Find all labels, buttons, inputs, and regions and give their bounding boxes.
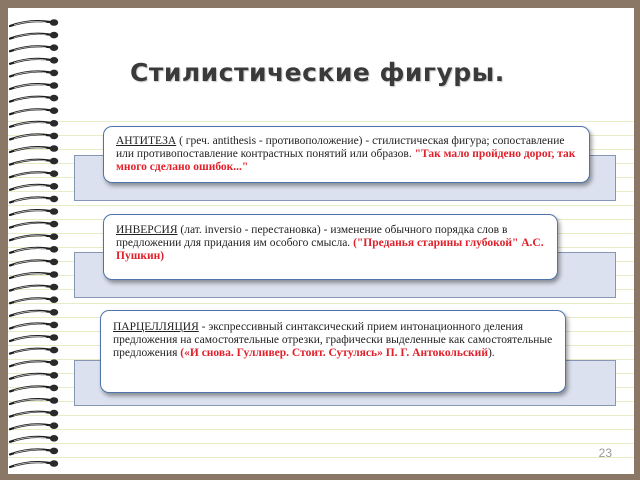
card-definition: ( греч. antithesis - противоположение) - стилистическая фигура; сопоставление или противопоставление контрастных понятий или образов. bbox=[116, 135, 565, 160]
spiral-ring bbox=[10, 259, 58, 266]
card-definition: - экспрессивный синтаксический прием интонационного деления предложения на самостоятельные отрезки, графически выделенные как самостоятельные предложения bbox=[113, 321, 553, 359]
spiral-ring bbox=[10, 44, 58, 51]
spiral-ring bbox=[10, 309, 58, 316]
spiral-ring bbox=[10, 359, 58, 366]
page-number: 23 bbox=[598, 446, 612, 460]
card-example: («И снова. Гулливер. Стоит. Сутулясь» П. Г. Антокольский bbox=[180, 347, 488, 359]
spiral-ring bbox=[10, 133, 58, 140]
spiral-ring bbox=[10, 145, 58, 152]
spiral-ring bbox=[10, 183, 58, 190]
card-definition: (лат. inversio - перестановка) - изменение обычного порядка слов в предложении для придания им особого смысла. bbox=[116, 224, 508, 249]
spiral-ring bbox=[10, 170, 58, 177]
spiral-ring bbox=[10, 372, 58, 379]
slide-title: Стилистические фигуры. bbox=[130, 58, 505, 87]
spiral-ring bbox=[10, 233, 58, 240]
card-term: ИНВЕРСИЯ bbox=[116, 224, 178, 236]
spiral-ring bbox=[10, 397, 58, 404]
spiral-ring bbox=[10, 460, 58, 467]
spiral-ring bbox=[10, 296, 58, 303]
spiral-ring bbox=[10, 410, 58, 417]
card-tail: ). bbox=[487, 347, 495, 359]
spiral-ring bbox=[10, 19, 58, 26]
spiral-ring bbox=[10, 448, 58, 455]
spiral-ring bbox=[10, 322, 58, 329]
card-term: ПАРЦЕЛЛЯЦИЯ bbox=[113, 321, 199, 333]
spiral-ring bbox=[10, 57, 58, 64]
spiral-ring bbox=[10, 70, 58, 77]
spiral-binding bbox=[6, 14, 62, 470]
spiral-ring bbox=[10, 120, 58, 127]
card-example: ("Преданья старины глубокой" А.С. Пушкин) bbox=[116, 237, 544, 262]
spiral-ring bbox=[10, 95, 58, 102]
card-antithesis bbox=[103, 126, 590, 183]
spiral-ring bbox=[10, 385, 58, 392]
spiral-ring bbox=[10, 347, 58, 354]
card-example: "Так мало пройдено дорог, так много сделано ошибок..." bbox=[116, 148, 576, 173]
spiral-ring bbox=[10, 221, 58, 228]
spiral-ring bbox=[10, 334, 58, 341]
card-inversion bbox=[103, 214, 558, 280]
card-parcellation bbox=[100, 310, 566, 393]
spiral-ring bbox=[10, 271, 58, 278]
spiral-ring bbox=[10, 82, 58, 89]
spiral-ring bbox=[10, 107, 58, 114]
spiral-ring bbox=[10, 422, 58, 429]
spiral-ring bbox=[10, 158, 58, 165]
card-term: АНТИТЕЗА bbox=[116, 135, 177, 147]
spiral-ring bbox=[10, 196, 58, 203]
spiral-ring bbox=[10, 208, 58, 215]
spiral-ring bbox=[10, 32, 58, 39]
spiral-ring bbox=[10, 246, 58, 253]
spiral-ring bbox=[10, 435, 58, 442]
spiral-ring bbox=[10, 284, 58, 291]
